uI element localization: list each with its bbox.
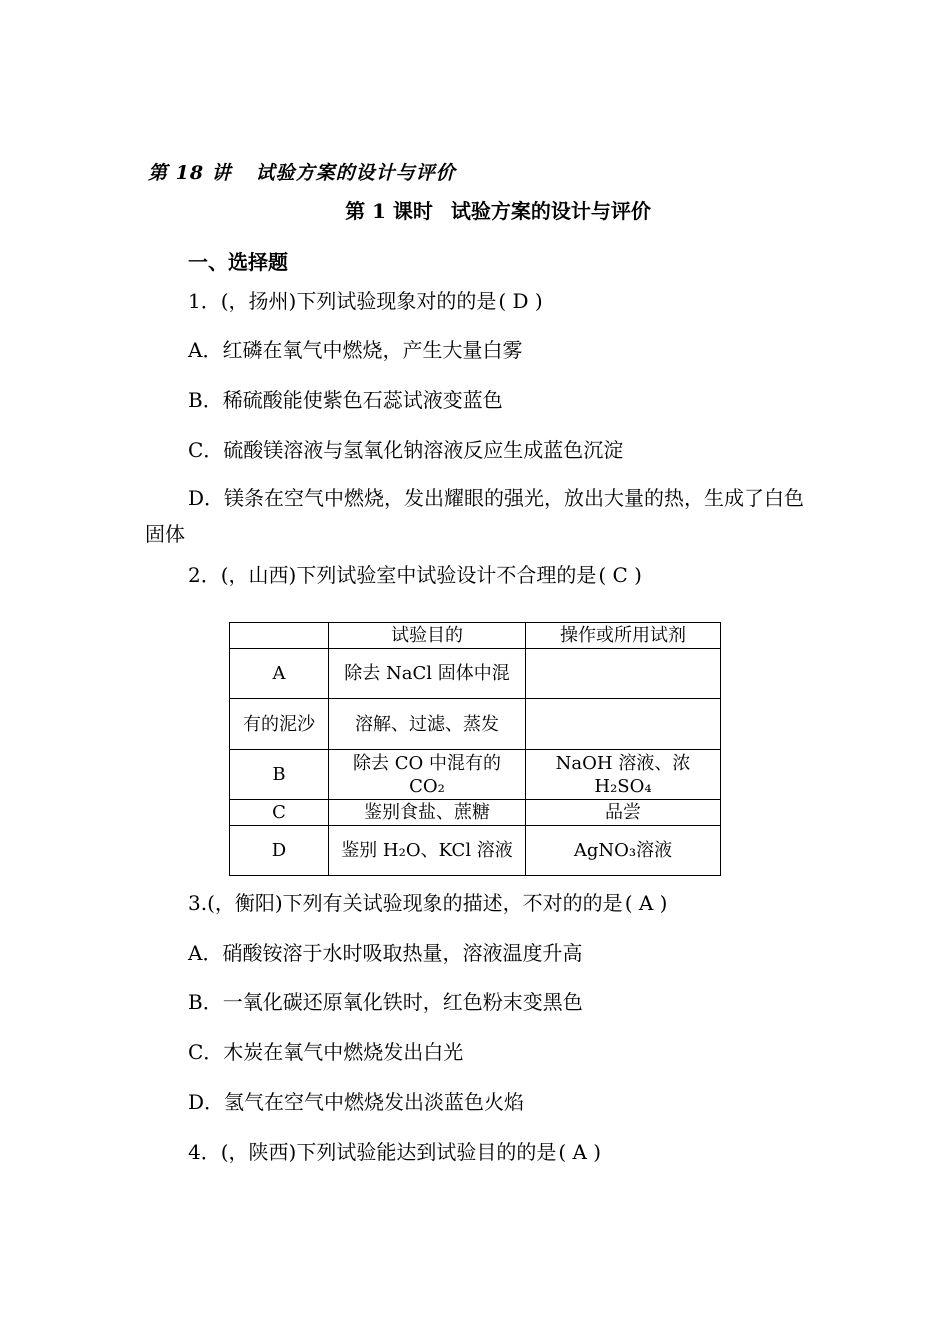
question-4-answer: ( A ) <box>558 1140 602 1164</box>
table-cell <box>526 699 721 750</box>
table-cell: 有的泥沙 <box>230 699 329 750</box>
table-cell: 溶解、过滤、蒸发 <box>329 699 526 750</box>
table-header-cell: 试验目的 <box>329 623 526 649</box>
question-4-stem <box>188 1139 601 1165</box>
question-1-text: 1．(，扬州)下列试验现象对的的是 <box>188 289 497 313</box>
lecture-number: 第 18 讲 <box>148 162 232 184</box>
question-3-option-b: B．一氧化碳还原氧化铁时，红色粉末变黑色 <box>188 990 583 1014</box>
table-row <box>230 800 721 826</box>
question-3-option-d: D．氢气在空气中燃烧发出淡蓝色火焰 <box>188 1090 525 1114</box>
lecture-name: 试验方案的设计与评价 <box>255 162 456 184</box>
question-3-option-c: C．木炭在氧气中燃烧发出白光 <box>188 1040 464 1064</box>
question-3-answer: ( A ) <box>624 891 668 915</box>
question-1-option-b: B．稀硫酸能使紫色石蕊试液变蓝色 <box>188 388 503 412</box>
table-cell: NaOH 溶液、浓 H₂SO₄ <box>526 750 721 800</box>
experiment-table <box>229 622 721 876</box>
table-header-cell <box>230 623 329 649</box>
table-cell: AgNO₃溶液 <box>526 826 721 876</box>
question-1-option-c: C．硫酸镁溶液与氢氧化钠溶液反应生成蓝色沉淀 <box>188 438 624 462</box>
question-4-text: 4．(，陕西)下列试验能达到试验目的的是 <box>188 1140 557 1164</box>
table-cell: 鉴别食盐、蔗糖 <box>329 800 526 826</box>
question-1-option-a: A．红磷在氧气中燃烧，产生大量白雾 <box>188 338 523 362</box>
table-row <box>230 750 721 800</box>
table-header-row <box>230 623 721 649</box>
table-cell: B <box>230 750 329 800</box>
table-row <box>230 649 721 699</box>
table-cell: A <box>230 649 329 699</box>
section-heading: 一、选择题 <box>188 250 288 274</box>
table-cell <box>526 649 721 699</box>
table-header-cell: 操作或所用试剂 <box>526 623 721 649</box>
lesson-title <box>0 198 950 224</box>
question-1-stem <box>188 288 543 314</box>
table-cell: 除去 CO 中混有的 CO₂ <box>329 750 526 800</box>
table-cell: D <box>230 826 329 876</box>
question-1-answer: ( D ) <box>498 289 543 313</box>
question-2-stem <box>188 562 642 588</box>
table-cell: 品尝 <box>526 800 721 826</box>
table-cell: 除去 NaCl 固体中混 <box>329 649 526 699</box>
table-cell: C <box>230 800 329 826</box>
table-cell: 鉴别 H₂O、KCl 溶液 <box>329 826 526 876</box>
question-1-option-d: D．镁条在空气中燃烧，发出耀眼的强光，放出大量的热，生成了白色固体 <box>145 486 805 546</box>
table-row <box>230 826 721 876</box>
question-2-text: 2．(，山西)下列试验室中试验设计不合理的是 <box>188 563 597 587</box>
question-2-answer: ( C ) <box>598 563 642 587</box>
lesson-name: 试验方案的设计与评价 <box>450 199 651 223</box>
lecture-title <box>148 160 456 186</box>
table-row <box>230 699 721 750</box>
question-3-text: 3.(，衡阳)下列有关试验现象的描述，不对的的是 <box>188 891 623 915</box>
question-3-stem <box>188 890 667 916</box>
lesson-number: 第 1 课时 <box>345 199 433 223</box>
question-3-option-a: A．硝酸铵溶于水时吸取热量，溶液温度升高 <box>188 941 583 965</box>
